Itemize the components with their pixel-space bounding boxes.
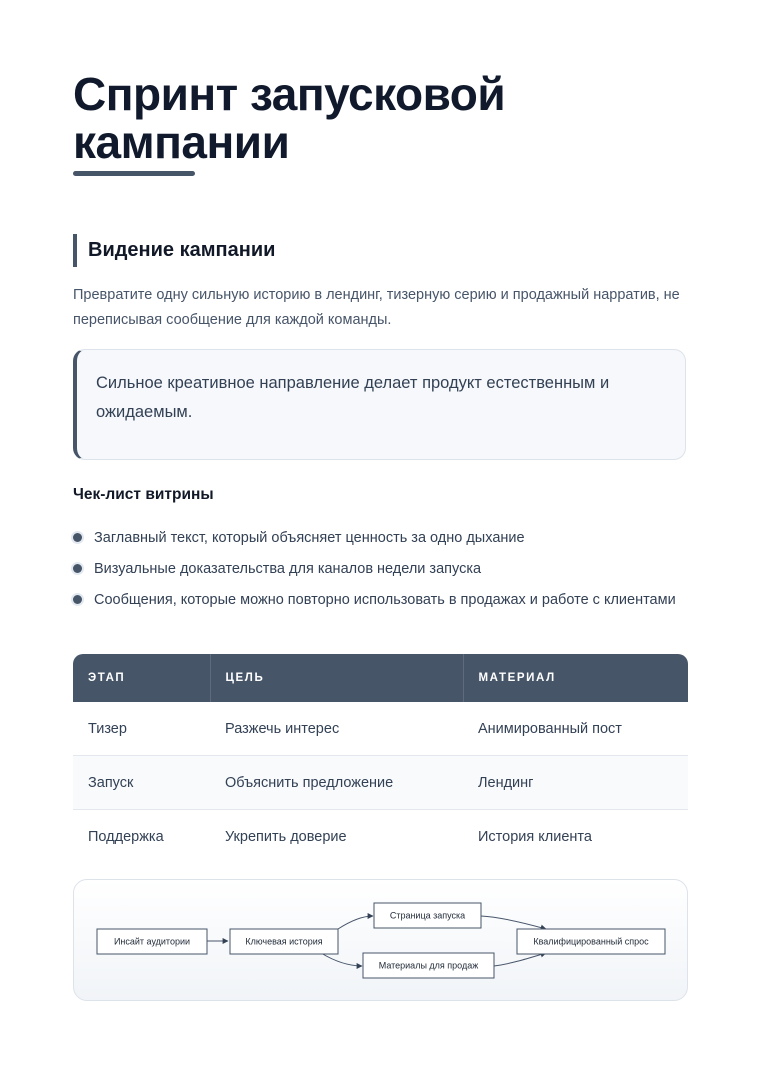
table-header-row <box>73 654 688 702</box>
table-cell: Объяснить предложение <box>210 756 463 810</box>
checklist-item <box>73 588 688 613</box>
table-row <box>73 810 688 864</box>
callout-quote: Сильное креативное направление делает продукт естественным и ожидаемым. <box>73 349 686 460</box>
table-cell: Тизер <box>73 702 210 756</box>
table-cell: Разжечь интерес <box>210 702 463 756</box>
flow-arrow <box>338 916 373 929</box>
table-row <box>73 756 688 810</box>
checklist-item-text: Визуальные доказательства для каналов недели запуска <box>94 561 482 577</box>
flow-node-label: Страница запуска <box>389 910 466 921</box>
column-header-goal: ЦЕЛЬ <box>210 654 463 702</box>
checklist-item <box>73 526 688 551</box>
flow-arrow <box>481 916 546 929</box>
column-header-material: МАТЕРИАЛ <box>463 654 688 702</box>
flow-node-label: Ключевая история <box>245 936 323 947</box>
flow-node-story <box>230 929 338 954</box>
checklist-item-text: Сообщения, которые можно повторно использовать в продажах и работе с клиентами <box>94 592 676 608</box>
table-cell: Поддержка <box>88 828 164 845</box>
bullet-icon <box>73 533 82 542</box>
table-cell: Запуск <box>73 756 210 810</box>
table-cell: История клиента <box>478 828 592 845</box>
flow-diagram <box>73 879 688 1001</box>
flow-node-demand <box>517 929 665 954</box>
checklist <box>73 526 688 619</box>
table-cell: Лендинг <box>463 756 688 810</box>
intro-paragraph: Превратите одну сильную историю в лендинг, тизерную серию и продажный нарратив, не переписывая сообщение для каждой команды. <box>73 287 680 328</box>
table-cell: Укрепить доверие <box>225 828 347 845</box>
table-row <box>73 702 688 756</box>
checklist-heading: Чек-лист витрины <box>73 486 214 503</box>
checklist-item <box>73 557 688 582</box>
section-heading: Видение кампании <box>73 234 275 267</box>
page-title: Спринт запусковой кампании <box>73 68 506 168</box>
flow-node-landing <box>374 903 481 928</box>
column-header-stage: ЭТАП <box>73 654 210 702</box>
title-underline <box>73 171 195 176</box>
bullet-icon <box>73 564 82 573</box>
flow-node-sales <box>363 953 494 978</box>
flow-node-label: Квалифицированный спрос <box>533 936 649 947</box>
bullet-icon <box>73 595 82 604</box>
checklist-item-text: Заглавный текст, который объясняет ценность за одно дыхание <box>94 530 525 546</box>
table-cell: Анимированный пост <box>463 702 688 756</box>
stages-table <box>73 654 688 863</box>
flow-node-label: Материалы для продаж <box>378 960 479 971</box>
flow-arrow <box>321 953 362 966</box>
flow-node-insight <box>97 929 207 954</box>
flow-diagram-canvas <box>74 880 689 1002</box>
flow-arrow <box>494 953 546 966</box>
flow-node-label: Инсайт аудитории <box>113 936 191 947</box>
